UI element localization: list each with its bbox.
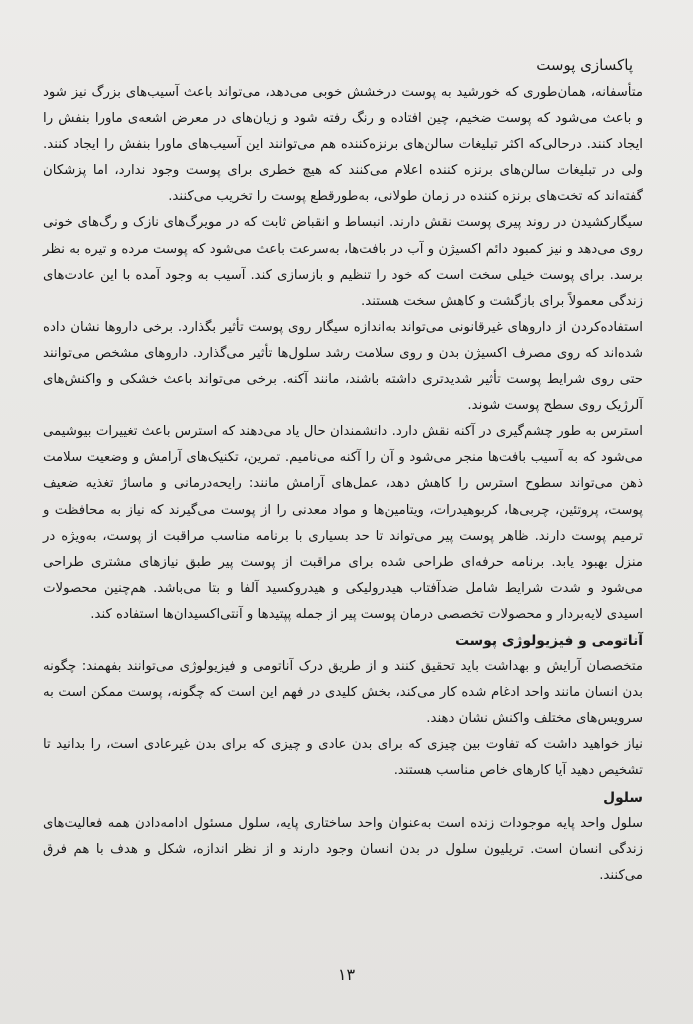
paragraph-sun-damage: متأسفانه، همان‌طوری که خورشید به پوست درخشش خوبی می‌دهد، می‌تواند باعث آسیب‌های بزرگ نیز شود و باعث می‌شود که پوست ضخیم، چین افتاده و رنگ رفته شود و زیان‌های در معرض اشعه‌ی ماورا بنفش را ایجاد کنند. درحالی‌که اکثر تبلیغات سالن‌های برنزه‌کننده هم می‌توانند این آسیب‌های ماورا بنفش را ایجاد کنند. ولی در تبلیغات سالن‌های برنزه کننده اعلام می‌کنند که هیچ خطری برای پوست وجود ندارد، اما پزشکان گفته‌اند که تخت‌های برنزه کننده در زمان طولانی، به‌طورقطع پوست را تخریب می‌کنند. [43,85,643,205]
paragraph-smoking: سیگارکشیدن در روند پیری پوست نقش دارند. انبساط و انقباض ثابت که در مویرگ‌های نازک و رگ‌های خونی روی می‌دهد و نیز کمبود دائم اکسیژن و آب در بافت‌ها، به‌سرعت باعث می‌شود که پوست مرده و تیره به نظر برسد. برای پوست خیلی سخت است که خود را تنظیم و بازسازی کند. آسیب به وجود آمده با این عادت‌های زندگی معمولاً برای بازگشت و کاهش سخت هستند. [43,215,643,309]
running-title: پاکسازی پوست [536,56,633,74]
section-heading-anatomy: آناتومی و فیزیولوژی پوست [455,632,643,649]
page-number: ۱۳ [337,965,356,984]
section-heading-cell: سلول [603,789,643,806]
paragraph-normal-abnormal: نیاز خواهید داشت که تفاوت بین چیزی که برای بدن عادی و چیزی که برای بدن غیرعادی است، را بدانید تا تشخیص دهید آیا کارهای خاص مناسب هستند. [43,737,643,779]
paragraph-anatomy: متخصصان آرایش و بهداشت باید تحقیق کنند و از طریق درک آناتومی و فیزیولوژی می‌توانند بفهمند: چگونه بدن انسان مانند واحد ادغام شده کار می‌کند، بخش کلیدی در فهم این است که چگونه، پوست ممکن است به سرویس‌های مختلف واکنش نشان دهند. [43,659,643,727]
paragraph-stress: استرس به طور چشم‌گیری در آکنه نقش دارد. دانشمندان حال یاد می‌دهند که استرس باعث تغییرات بیوشیمی می‌شود که به آسیب بافت‌ها منجر می‌شود و آن را آکنه می‌نامیم. تمرین، تکنیک‌های آرامش و وضعیت سلامت ذهن می‌تواند سطوح استرس را کاهش دهد، عمل‌های آرامش مانند: رایحه‌درمانی و ماساژ تغذیه ضعیف پوست، پروتئین، چربی‌ها، کربوهیدرات، ویتامین‌ها و مواد معدنی را از پوست می‌گیرند که نیاز به محافظت و ترمیم پوست دارند. ظاهر پوست پیر می‌تواند تا حد بسیاری با برنامه مناسب مراقبت از پوست، به‌ویژه در منزل بهبود یابد. برنامه حرفه‌ای طراحی شده برای مراقبت از پوست پیر طبق نیازهای مشتری طراحی می‌شود و شدت شرایط شامل ضدآفتاب هیدرولیکی و هیدروکسید آلفا و بتا می‌باشد. هم‌چنین محصولات اسیدی لایه‌بردار و محصولات تخصصی درمان پوست پیر از جمله پپتیدها و آنتی‌اکسیدان‌ها استفاده کند. [43,424,643,622]
body-text [43,80,643,889]
paragraph-cell: سلول واحد پایه موجودات زنده است به‌عنوان واحد ساختاری پایه، سلول مسئول ادامه‌دادن همه فعالیت‌های زندگی انسان است. تریلیون سلول در بدن انسان وجود دارند و از نظر اندازه، شکل و هدف با هم فرق می‌کنند. [43,815,643,883]
paragraph-drugs: استفاده‌کردن از داروهای غیرقانونی می‌تواند به‌اندازه سیگار روی پوست تأثیر بگذارد. برخی داروها نشان داده شده‌اند که روی مصرف اکسیژن بدن و روی سلامت رشد سلول‌ها تأثیر می‌گذارد. داروهای مشخص می‌توانند حتی روی شرایط پوست تأثیر شدیدتری داشته باشند، مانند آکنه. برخی می‌تواند باعث خشکی و واکنش‌های آلرژیک روی سطح پوست شوند. [43,319,643,414]
